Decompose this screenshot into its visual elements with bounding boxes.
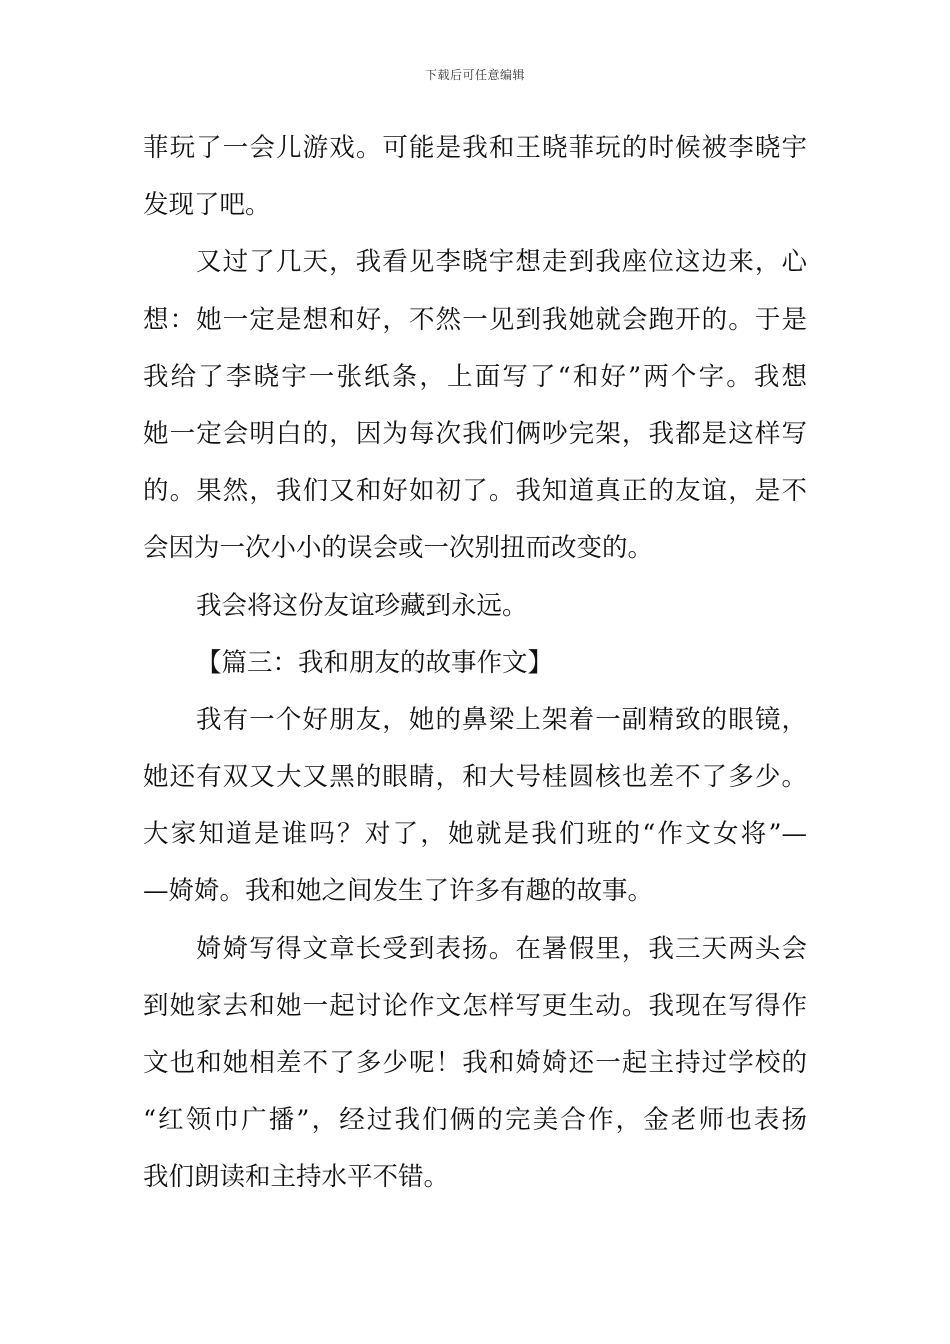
text-line: 会因为一次小小的误会或一次别扭而改变的。: [143, 533, 654, 564]
text-line: 婍婍写得文章长受到表扬。在暑假里，我三天两头会: [196, 933, 807, 964]
text-line: 我会将这份友谊珍藏到永远。: [196, 590, 528, 621]
text-line: 的。果然，我们又和好如初了。我知道真正的友谊，是不: [143, 476, 807, 507]
text-line: 我有一个好朋友，她的鼻梁上架着一副精致的眼镜，: [196, 704, 807, 735]
text-line: 她还有双又大又黑的眼睛，和大号桂圆核也差不了多少。: [143, 762, 807, 793]
text-line: 大家知道是谁吗？对了，她就是我们班的“作文女将”—: [143, 819, 807, 850]
text-line: 到她家去和她一起讨论作文怎样写更生动。我现在写得作: [143, 990, 807, 1021]
text-line: 我们朗读和主持水平不错。: [143, 1162, 450, 1193]
document-body: [143, 120, 807, 1207]
text-line: 发现了吧。: [143, 190, 271, 221]
text-line: 文也和她相差不了多少呢！我和婍婍还一起主持过学校的: [143, 1048, 807, 1078]
section-heading: 【篇三：我和朋友的故事作文】: [196, 647, 554, 678]
page-header: 下载后可任意编辑: [424, 68, 525, 82]
text-line: —婍婍。我和她之间发生了许多有趣的故事。: [143, 876, 654, 907]
text-line: 又过了几天，我看见李晓宇想走到我座位这边来，心: [196, 247, 807, 278]
text-line: 菲玩了一会儿游戏。可能是我和王晓菲玩的时候被李晓宇: [143, 133, 807, 163]
text-line: 我给了李晓宇一张纸条，上面写了“和好”两个字。我想: [143, 361, 807, 392]
text-line: “红领巾广播”，经过我们俩的完美合作，金老师也表扬: [143, 1105, 807, 1136]
text-line: 想：她一定是想和好，不然一见到我她就会跑开的。于是: [143, 304, 807, 335]
text-line: 她一定会明白的，因为每次我们俩吵完架，我都是这样写: [143, 418, 807, 449]
